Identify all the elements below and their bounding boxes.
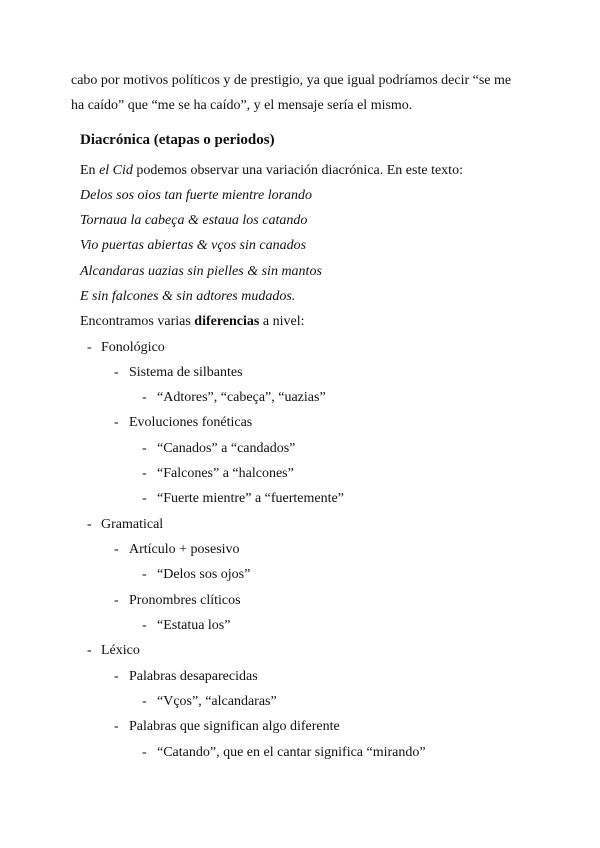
diff-pre: Encontramos varias [80, 314, 195, 329]
verse-line: Vio puertas abiertas & vços sin canados [80, 238, 307, 253]
list-dash: - [114, 542, 119, 557]
differences-paragraph [80, 313, 304, 331]
intro-line-1: cabo por motivos políticos y de prestigio, ya que igual podríamos decir “se me [71, 73, 512, 88]
list-dash: - [142, 567, 147, 582]
diff-post: a nivel: [259, 314, 305, 329]
list-item-example: “Falcones” a “halcones” [157, 466, 294, 481]
list-item-sibilantes: Sistema de silbantes [129, 365, 243, 380]
verse-line: Delos sos oios tan fuerte mientre lorando [80, 188, 313, 203]
list-dash: - [114, 669, 119, 684]
list-item-example: “Catando”, que en el cantar significa “mirando” [157, 745, 426, 760]
verse-line: E sin falcones & sin adtores mudados. [80, 289, 296, 304]
list-dash: - [114, 719, 119, 734]
cid-post: podemos observar una variación diacrónica. En este texto: [132, 163, 463, 178]
list-dash: - [87, 340, 92, 355]
cid-paragraph [80, 162, 463, 180]
list-item-example: “Vços”, “alcandaras” [157, 694, 277, 709]
list-item-example: “Fuerte mientre” a “fuertemente” [157, 491, 344, 506]
list-dash: - [142, 466, 147, 481]
section-heading: Diacrónica (etapas o periodos) [80, 132, 275, 148]
list-item-fonologico: Fonológico [101, 340, 165, 355]
list-dash: - [142, 618, 147, 633]
list-item-example: “Estatua los” [157, 618, 231, 633]
list-item-significan: Palabras que significan algo diferente [129, 719, 340, 734]
list-dash: - [114, 415, 119, 430]
list-dash: - [142, 441, 147, 456]
list-item-example: “Canados” a “candados” [157, 441, 296, 456]
list-dash: - [87, 643, 92, 658]
list-dash: - [142, 694, 147, 709]
cid-title: el Cid [99, 163, 133, 178]
diff-bold: diferencias [194, 314, 260, 329]
list-item-evoluciones: Evoluciones fonéticas [129, 415, 253, 430]
list-dash: - [142, 491, 147, 506]
list-dash: - [142, 745, 147, 760]
list-item-example: “Adtores”, “cabeça”, “uazias” [157, 390, 326, 405]
list-dash: - [142, 390, 147, 405]
list-item-example: “Delos sos ojos” [157, 567, 251, 582]
list-item-articulo: Artículo + posesivo [129, 542, 240, 557]
list-dash: - [114, 593, 119, 608]
list-item-lexico: Léxico [101, 643, 140, 658]
list-dash: - [87, 517, 92, 532]
verse-line: Alcandaras uazias sin pielles & sin mantos [80, 264, 322, 279]
list-dash: - [114, 365, 119, 380]
cid-pre: En [80, 163, 100, 178]
intro-line-2: ha caído” que “me se ha caído”, y el mensaje sería el mismo. [71, 98, 413, 113]
verse-line: Tornaua la cabeça & estaua los catando [80, 213, 308, 228]
list-item-desaparecidas: Palabras desaparecidas [129, 669, 258, 684]
list-item-pronombres: Pronombres clíticos [129, 593, 241, 608]
list-item-gramatical: Gramatical [101, 517, 164, 532]
